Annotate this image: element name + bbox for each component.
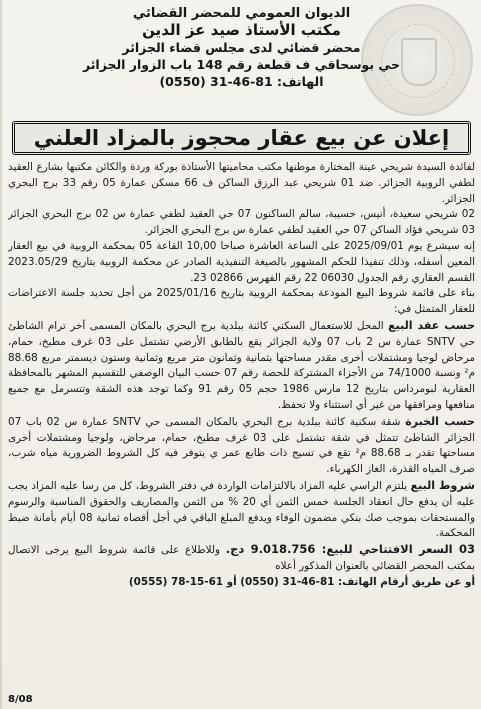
opening-price: 03 السعر الافتتاحي للبيع: 9.018.756 دج.: [225, 542, 475, 557]
contact-info-text: وللاطلاع على قائمة شروط البيع يرجى الاتصال بمكتب المحضر القضائي بالعنوان المذكور أعلاه: [8, 544, 475, 572]
sale-terms-heading: شروط البيع: [410, 478, 475, 492]
paragraph-conditions-filing: بناء على قائمة شروط البيع المودعة بمحكمة الروبية بتاريخ 2025/01/16 من أجل تحديد جلسة الاعتراضات للعقار المتمثل في:: [8, 287, 475, 316]
announcement-title: إعلان عن بيع عقار محجوز بالمزاد العلني: [33, 126, 450, 150]
header-line-2: مكتب الأستاذ صيد عز الدين: [142, 21, 341, 39]
expertise-heading: حسب الخبرة: [405, 414, 475, 428]
expertise-text: شقة سكنية كائنة ببلدية برج البحري بالمكان المسمى حي SNTV عمارة س 02 باب 07 الجزائر الشاطئ تتمثل في شقة تشتمل على 03 غرف مطبخ، حمام، مرحاض، ولوجيا ومشتملات أخرى مساحتها تقدر بـ 88.68 م² تقع في تسيج ذات طابع عمر ي يتوفر فيه كل الشروط الضرورية مياه شرب، صرف المياه القذرة، الغاز الكهرباء.: [8, 415, 475, 476]
sale-deed-heading: حسب عقد البيع: [388, 318, 475, 332]
paragraph-phones: أو عن طريق أرقام الهاتف: 81-46-31 (0550) أو 61-15-78 (0555): [128, 575, 475, 588]
header-line-1: الديوان العمومي للمحضر القضائي: [132, 6, 351, 21]
sale-deed-text: المحل للاستعمال السكني كائنة ببلدية برج البحري بالمكان المسمى آخر ترام الشاطئ حي SNTV عمارة س 2 باب 07 ولاية الجزائر يقع بالطابق الأرضي تشتمل على 03 غرف مطبخ، حمام، مرحاض لوجيا ومشتملات أخرى مقدر مساحتها بثمانية وثمانون متر مربع وثمانية وستون ديسمتر مربع 88.68 م² ونسبة 74/1000 من الأجزاء المشتركة للحصة رقم 07 حسب البيان الوصفي للتقسيم المشهر بالمحافظة العقارية لبومرداس بتاريخ 12 مارس 1986 حجم 05 رقم 91 وكما توجد هذه الشقة وتتسرمل مع جميع منافعها ومرافقها من غير أي استثناء ولا تحفظ.: [8, 319, 475, 411]
header-line-4: حي بوسحاقي ف قطعة رقم 148 باب الزوار الجزائر: [82, 57, 401, 72]
announcement-body: [8, 160, 475, 691]
announcement-title-box: [12, 121, 471, 155]
header-line-3: محضر قضائي لدى مجلس قضاء الجزائر: [122, 40, 361, 55]
paragraph-defendants: 02 شريحي سعيدة، أنيس، حسيبة، سالم الساكنون 07 حي العقيد لطفي عمارة س 02 برج البحري الجزائر 03 شريحي فؤاد الساكن 07 حي العقيد لطفي عمارة س برج البحري الجزائر.: [8, 208, 475, 237]
paragraph-sale-terms: [8, 478, 475, 542]
paragraph-sale-deed: [8, 318, 475, 414]
sale-terms-text: يلتزم الراسي عليه المزاد بالالتزامات الواردة في دفتر الشروط، كل من رسا عليه المزاد يجب عليه أن يدفع حال انعقاد الجلسة خمس الثمن أي 20 % من الثمن والمصاريف والحقوق المناسبة والرسوم والمستحقات بموجب صك بنكي مضمون الوفاء ويدفع المبلغ الباقي في أجل أقصاه ثمانية 08 أيام بأمانة ضبط المحكمة.: [8, 479, 475, 540]
paragraph-expertise: [8, 414, 475, 478]
header-line-5: الهاتف: 81-46-31 (0550): [159, 74, 324, 89]
paragraph-opening-price: [8, 542, 475, 575]
paragraph-parties: لفائدة السيدة شريحي عينة المختارة موطنها مكتب محاميتها الأستاذة بوركة وردة والكائن مكتبها بشارع العقيد لطفي الروبية الجزائر. ضد 01 شريحي عبد الرزق الساكن ف 66 مسكن عمارة 05 رقم 33 برج البحري الجزائر.: [8, 161, 475, 205]
letterhead: [8, 2, 475, 120]
page-reference: 8/08: [8, 694, 33, 705]
paragraph-sale-date: إنه سيشرع يوم 2025/09/01 على الساعة العاشرة صباحا 10,00 القاعة 05 بمحكمة الروبية في بيع العقار المعين أسفله، وذلك تنفيذا للحكم المشهور بالصيغة التنفيذية الصادر عن محكمة الروبية بتاريخ 2023.05/29 القسم العقاري رقم الجدول 06030 22 رقم الفهرس 02866 23.: [8, 239, 475, 284]
